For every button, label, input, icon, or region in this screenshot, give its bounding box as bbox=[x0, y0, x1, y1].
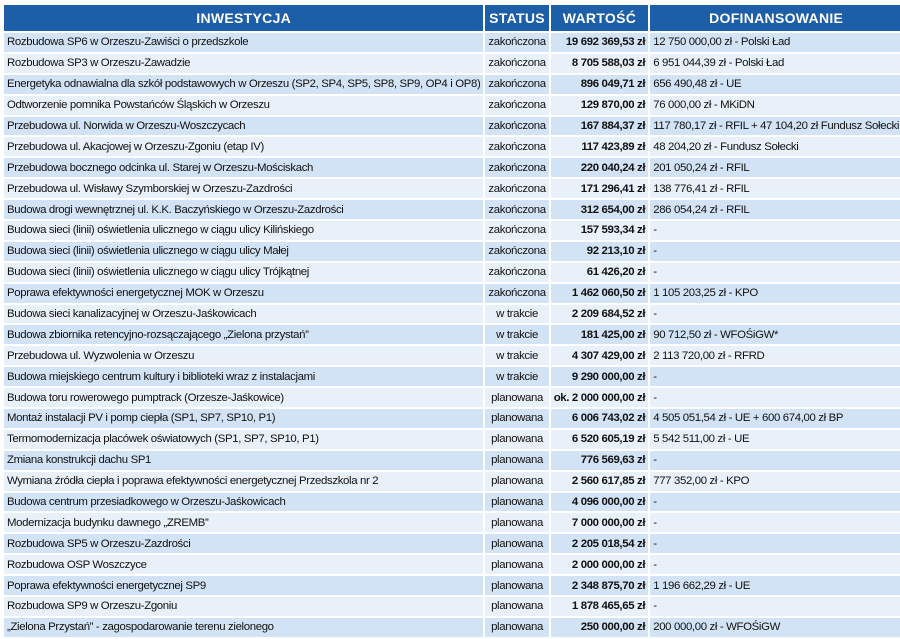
value-cell: 250 000,00 zł bbox=[551, 618, 649, 637]
funding-cell: 777 352,00 zł - KPO bbox=[650, 472, 900, 491]
funding-cell: 2 113 720,00 zł - RFRD bbox=[650, 346, 900, 365]
table-body bbox=[4, 33, 900, 637]
investment-cell: Energetyka odnawialna dla szkół podstawowych w Orzeszu (SP2, SP4, SP5, SP8, SP9, OP4 i OP8) bbox=[4, 75, 483, 94]
investment-cell: Modernizacja budynku dawnego „ZREMB” bbox=[4, 513, 483, 532]
investment-cell: Termomodernizacja placówek oświatowych (SP1, SP7, SP10, P1) bbox=[4, 430, 483, 449]
table-row bbox=[4, 305, 900, 324]
investment-cell: Przebudowa ul. Norwida w Orzeszu-Woszczycach bbox=[4, 117, 483, 136]
table-row bbox=[4, 430, 900, 449]
value-cell: 61 426,20 zł bbox=[551, 263, 649, 282]
funding-cell: - bbox=[650, 221, 900, 240]
funding-cell: 6 951 044,39 zł - Polski Ład bbox=[650, 54, 900, 73]
table-row bbox=[4, 493, 900, 512]
value-cell: 117 423,89 zł bbox=[551, 137, 649, 156]
investment-cell: Wymiana źródła ciepła i poprawa efektywności energetycznej Przedszkola nr 2 bbox=[4, 472, 483, 491]
funding-cell: - bbox=[650, 555, 900, 574]
investment-cell: Rozbudowa OSP Woszczyce bbox=[4, 555, 483, 574]
value-cell: 171 296,41 zł bbox=[551, 179, 649, 198]
table-row bbox=[4, 200, 900, 219]
table-row bbox=[4, 263, 900, 282]
funding-cell: - bbox=[650, 513, 900, 532]
status-cell: w trakcie bbox=[485, 346, 548, 365]
status-cell: zakończona bbox=[485, 179, 548, 198]
funding-cell: 48 204,20 zł - Fundusz Sołecki bbox=[650, 137, 900, 156]
value-cell: 4 307 429,00 zł bbox=[551, 346, 649, 365]
status-cell: zakończona bbox=[485, 242, 548, 261]
table-row bbox=[4, 117, 900, 136]
investment-cell: Budowa sieci (linii) oświetlenia ulicznego w ciągu ulicy Małej bbox=[4, 242, 483, 261]
table-row bbox=[4, 96, 900, 115]
funding-cell: - bbox=[650, 242, 900, 261]
investment-cell: Budowa sieci (linii) oświetlenia ulicznego w ciągu ulicy Kilińskiego bbox=[4, 221, 483, 240]
investment-cell: Budowa toru rowerowego pumptrack (Orzesze-Jaśkowice) bbox=[4, 388, 483, 407]
funding-cell: - bbox=[650, 263, 900, 282]
investment-cell: Przebudowa ul. Wyzwolenia w Orzeszu bbox=[4, 346, 483, 365]
investment-cell: Poprawa efektywności energetycznej MOK w Orzeszu bbox=[4, 284, 483, 303]
investment-cell: Rozbudowa SP5 w Orzeszu-Zazdrości bbox=[4, 534, 483, 553]
header-funding: DOFINANSOWANIE bbox=[650, 5, 900, 31]
status-cell: planowana bbox=[485, 534, 548, 553]
value-cell: 2 209 684,52 zł bbox=[551, 305, 649, 324]
value-cell: 220 040,24 zł bbox=[551, 158, 649, 177]
value-cell: 896 049,71 zł bbox=[551, 75, 649, 94]
value-cell: 129 870,00 zł bbox=[551, 96, 649, 115]
funding-cell: 1 196 662,29 zł - UE bbox=[650, 576, 900, 595]
table-row bbox=[4, 137, 900, 156]
table-row bbox=[4, 325, 900, 344]
status-cell: w trakcie bbox=[485, 325, 548, 344]
value-cell: ok. 2 000 000,00 zł bbox=[551, 388, 649, 407]
value-cell: 1 462 060,50 zł bbox=[551, 284, 649, 303]
investment-cell: „Zielona Przystań” - zagospodarowanie terenu zielonego bbox=[4, 618, 483, 637]
status-cell: planowana bbox=[485, 555, 548, 574]
funding-cell: - bbox=[650, 367, 900, 386]
header-status: STATUS bbox=[485, 5, 548, 31]
funding-cell: 4 505 051,54 zł - UE + 600 674,00 zł BP bbox=[650, 409, 900, 428]
funding-cell: 1 105 203,25 zł - KPO bbox=[650, 284, 900, 303]
investment-cell: Budowa miejskiego centrum kultury i biblioteki wraz z instalacjami bbox=[4, 367, 483, 386]
value-cell: 8 705 588,03 zł bbox=[551, 54, 649, 73]
status-cell: w trakcie bbox=[485, 305, 548, 324]
investment-cell: Budowa zbiornika retencyjno-rozsączającego „Zielona przystań” bbox=[4, 325, 483, 344]
status-cell: zakończona bbox=[485, 137, 548, 156]
value-cell: 1 878 465,65 zł bbox=[551, 597, 649, 616]
table-row bbox=[4, 513, 900, 532]
value-cell: 2 205 018,54 zł bbox=[551, 534, 649, 553]
status-cell: zakończona bbox=[485, 200, 548, 219]
funding-cell: 138 776,41 zł - RFIL bbox=[650, 179, 900, 198]
table-row bbox=[4, 158, 900, 177]
investment-cell: Rozbudowa SP3 w Orzeszu-Zawadzie bbox=[4, 54, 483, 73]
status-cell: zakończona bbox=[485, 75, 548, 94]
table-row bbox=[4, 179, 900, 198]
funding-cell: 90 712,50 zł - WFOŚiGW* bbox=[650, 325, 900, 344]
investment-cell: Rozbudowa SP9 w Orzeszu-Zgoniu bbox=[4, 597, 483, 616]
value-cell: 2 000 000,00 zł bbox=[551, 555, 649, 574]
table-row bbox=[4, 534, 900, 553]
value-cell: 312 654,00 zł bbox=[551, 200, 649, 219]
funding-cell: - bbox=[650, 493, 900, 512]
status-cell: planowana bbox=[485, 513, 548, 532]
value-cell: 157 593,34 zł bbox=[551, 221, 649, 240]
status-cell: w trakcie bbox=[485, 367, 548, 386]
funding-cell: 5 542 511,00 zł - UE bbox=[650, 430, 900, 449]
header-value: WARTOŚĆ bbox=[551, 5, 649, 31]
investment-cell: Rozbudowa SP6 w Orzeszu-Zawiści o przedszkole bbox=[4, 33, 483, 52]
value-cell: 167 884,37 zł bbox=[551, 117, 649, 136]
funding-cell: - bbox=[650, 305, 900, 324]
status-cell: planowana bbox=[485, 472, 548, 491]
status-cell: planowana bbox=[485, 430, 548, 449]
table-row bbox=[4, 221, 900, 240]
table-row bbox=[4, 388, 900, 407]
status-cell: planowana bbox=[485, 409, 548, 428]
investment-cell: Budowa centrum przesiadkowego w Orzeszu-Jaśkowicach bbox=[4, 493, 483, 512]
status-cell: planowana bbox=[485, 493, 548, 512]
table-row bbox=[4, 346, 900, 365]
investment-cell: Przebudowa ul. Akacjowej w Orzeszu-Zgoniu (etap IV) bbox=[4, 137, 483, 156]
value-cell: 7 000 000,00 zł bbox=[551, 513, 649, 532]
value-cell: 19 692 369,53 zł bbox=[551, 33, 649, 52]
investment-cell: Odtworzenie pomnika Powstańców Śląskich w Orzeszu bbox=[4, 96, 483, 115]
status-cell: planowana bbox=[485, 576, 548, 595]
investment-cell: Montaż instalacji PV i pomp ciepła (SP1, SP7, SP10, P1) bbox=[4, 409, 483, 428]
investments-table bbox=[2, 3, 900, 639]
table-row bbox=[4, 409, 900, 428]
funding-cell: 117 780,17 zł - RFIL + 47 104,20 zł Fundusz Sołecki bbox=[650, 117, 900, 136]
funding-cell: - bbox=[650, 451, 900, 470]
table-row bbox=[4, 284, 900, 303]
status-cell: zakończona bbox=[485, 221, 548, 240]
funding-cell: 286 054,24 zł - RFIL bbox=[650, 200, 900, 219]
funding-cell: 76 000,00 zł - MKiDN bbox=[650, 96, 900, 115]
investment-cell: Zmiana konstrukcji dachu SP1 bbox=[4, 451, 483, 470]
investment-cell: Poprawa efektywności energetycznej SP9 bbox=[4, 576, 483, 595]
table-row bbox=[4, 618, 900, 637]
investment-cell: Przebudowa bocznego odcinka ul. Starej w Orzeszu-Mościskach bbox=[4, 158, 483, 177]
value-cell: 2 560 617,85 zł bbox=[551, 472, 649, 491]
status-cell: planowana bbox=[485, 597, 548, 616]
value-cell: 4 096 000,00 zł bbox=[551, 493, 649, 512]
table-row bbox=[4, 451, 900, 470]
funding-cell: - bbox=[650, 534, 900, 553]
table-row bbox=[4, 242, 900, 261]
table-row bbox=[4, 75, 900, 94]
table-row bbox=[4, 597, 900, 616]
status-cell: planowana bbox=[485, 388, 548, 407]
value-cell: 6 006 743,02 zł bbox=[551, 409, 649, 428]
investment-cell: Budowa drogi wewnętrznej ul. K.K. Baczyńskiego w Orzeszu-Zazdrości bbox=[4, 200, 483, 219]
table-row bbox=[4, 33, 900, 52]
value-cell: 9 290 000,00 zł bbox=[551, 367, 649, 386]
value-cell: 92 213,10 zł bbox=[551, 242, 649, 261]
status-cell: zakończona bbox=[485, 158, 548, 177]
table-row bbox=[4, 54, 900, 73]
status-cell: zakończona bbox=[485, 54, 548, 73]
status-cell: planowana bbox=[485, 618, 548, 637]
table-header-row bbox=[4, 5, 900, 31]
funding-cell: 201 050,24 zł - RFIL bbox=[650, 158, 900, 177]
table-row bbox=[4, 472, 900, 491]
investment-cell: Przebudowa ul. Wisławy Szymborskiej w Orzeszu-Zazdrości bbox=[4, 179, 483, 198]
value-cell: 2 348 875,70 zł bbox=[551, 576, 649, 595]
status-cell: zakończona bbox=[485, 263, 548, 282]
table-row bbox=[4, 367, 900, 386]
funding-cell: - bbox=[650, 388, 900, 407]
value-cell: 6 520 605,19 zł bbox=[551, 430, 649, 449]
status-cell: zakończona bbox=[485, 33, 548, 52]
status-cell: planowana bbox=[485, 451, 548, 470]
funding-cell: 12 750 000,00 zł - Polski Ład bbox=[650, 33, 900, 52]
table-row bbox=[4, 555, 900, 574]
table-row bbox=[4, 576, 900, 595]
funding-cell: 200 000,00 zł - WFOŚiGW bbox=[650, 618, 900, 637]
investment-cell: Budowa sieci kanalizacyjnej w Orzeszu-Jaśkowicach bbox=[4, 305, 483, 324]
investments-table-container bbox=[2, 3, 900, 639]
value-cell: 181 425,00 zł bbox=[551, 325, 649, 344]
funding-cell: - bbox=[650, 597, 900, 616]
status-cell: zakończona bbox=[485, 284, 548, 303]
value-cell: 776 569,63 zł bbox=[551, 451, 649, 470]
status-cell: zakończona bbox=[485, 117, 548, 136]
funding-cell: 656 490,48 zł - UE bbox=[650, 75, 900, 94]
status-cell: zakończona bbox=[485, 96, 548, 115]
investment-cell: Budowa sieci (linii) oświetlenia ulicznego w ciągu ulicy Trójkątnej bbox=[4, 263, 483, 282]
header-investment: INWESTYCJA bbox=[4, 5, 483, 31]
